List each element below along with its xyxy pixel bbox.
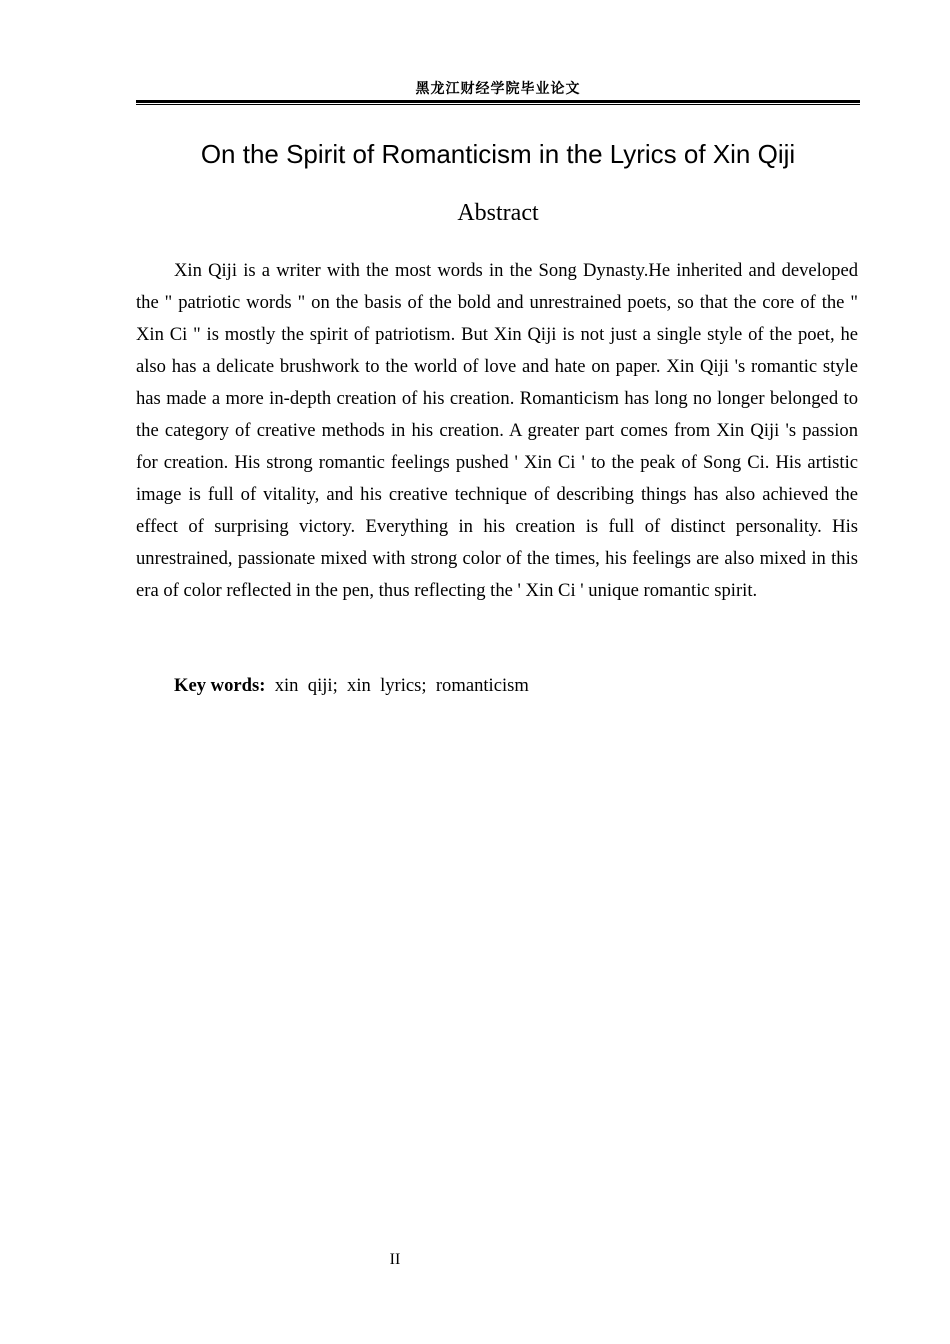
page-number: II bbox=[389, 1251, 401, 1268]
header-double-rule bbox=[136, 100, 860, 105]
abstract-body: Xin Qiji is a writer with the most words in the Song Dynasty.He inherited and developed the " patriotic words " on the basis of the bold and unrestrained poets, so that the core of the " Xin Ci " is mostly the spirit of patriotism. But Xin Qiji is not just a single style of the poet, he also has a delicate brushwork to the world of love and hate on paper. Xin Qiji 's romantic style has made a more in-depth creation of his creation. Romanticism has long no longer belonged to the category of creative methods in his creation. A greater part comes from Xin Qiji 's passion for creation. His strong romantic feelings pushed ' Xin Ci ' to the peak of Song Ci. His artistic image is full of vitality, and his creative technique of describing things has also achieved the effect of surprising victory. Everything in his creation is full of distinct personality. His unrestrained, passionate mixed with strong color of the times, his feelings are also mixed in this era of color reflected in the pen, thus reflecting the ' Xin Ci ' unique romantic spirit. bbox=[136, 260, 858, 601]
keywords-value: xin qiji; xin lyrics; romanticism bbox=[265, 675, 529, 696]
abstract-heading: Abstract bbox=[457, 200, 539, 226]
keywords-line bbox=[174, 670, 858, 702]
document-title: On the Spirit of Romanticism in the Lyrics of Xin Qiji bbox=[200, 139, 796, 169]
keywords-label: Key words: bbox=[174, 675, 266, 696]
running-header: 黑龙江财经学院毕业论文 bbox=[415, 81, 581, 97]
